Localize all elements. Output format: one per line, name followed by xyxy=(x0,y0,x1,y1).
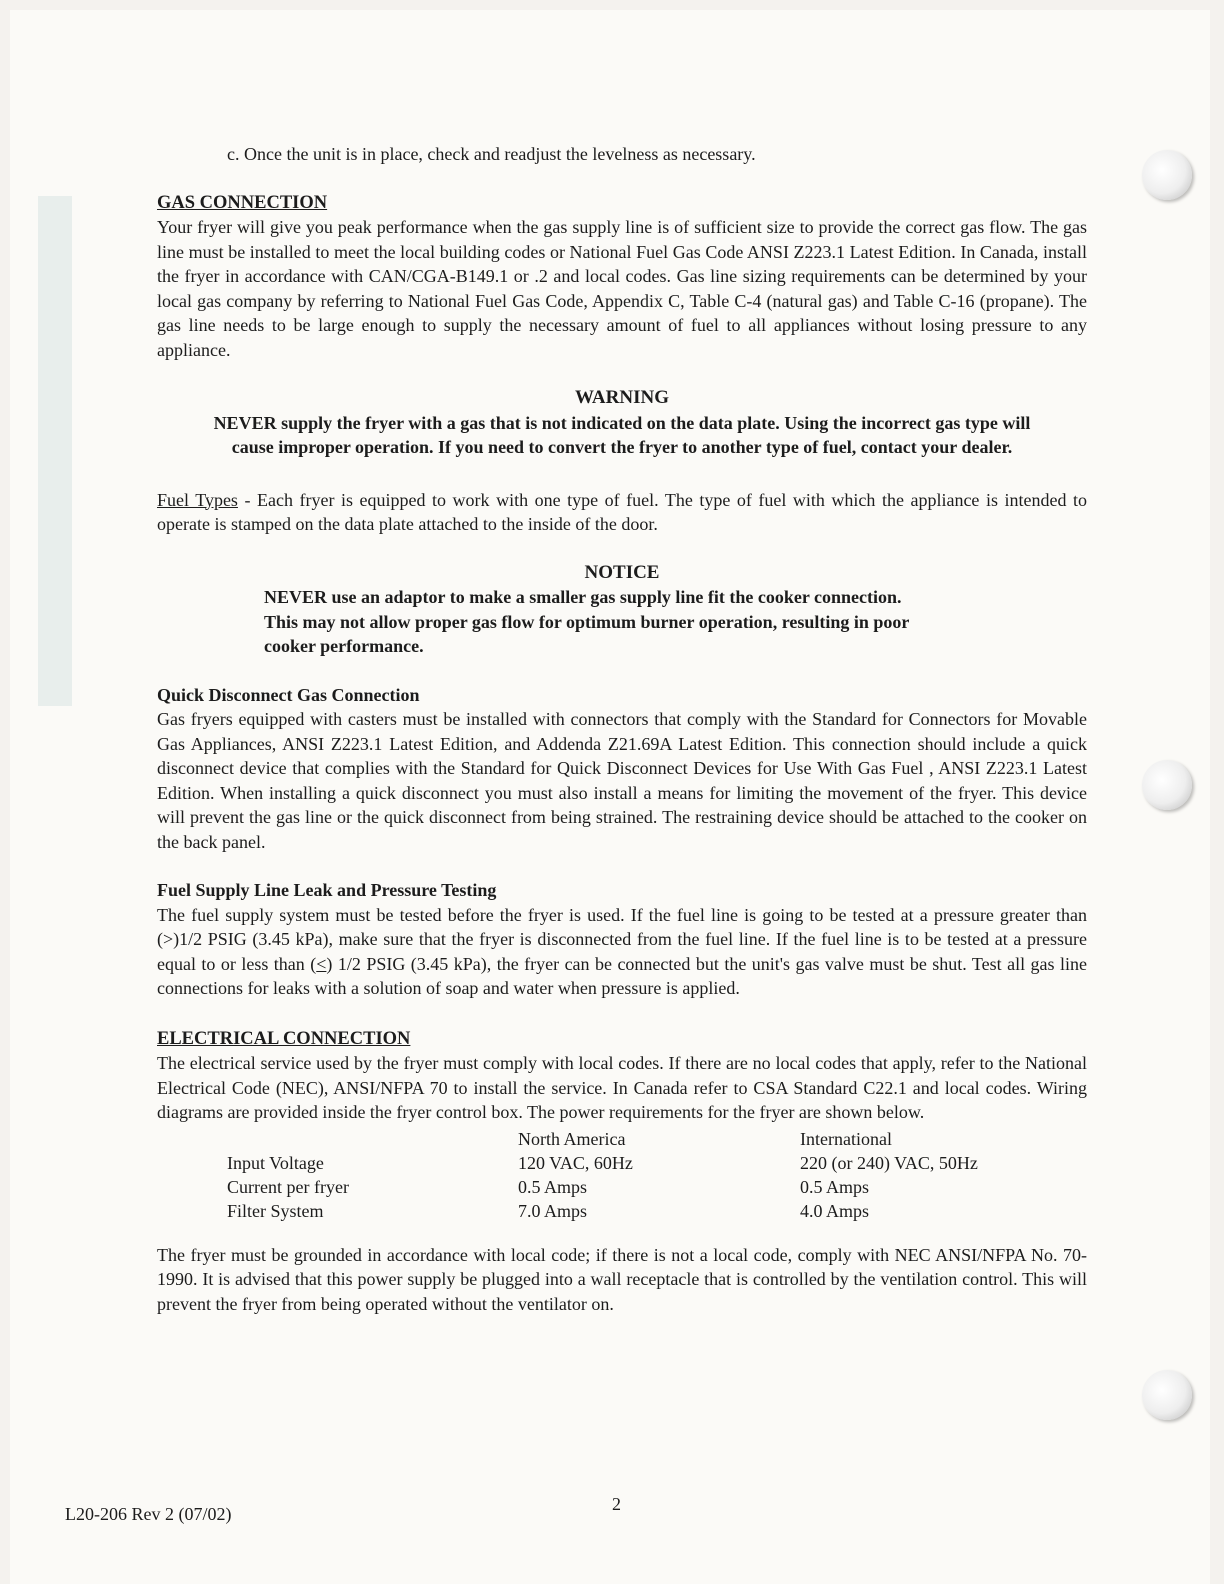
fuel-types-paragraph xyxy=(157,488,1087,537)
row-label: Filter System xyxy=(227,1200,324,1221)
gas-connection-heading: GAS CONNECTION xyxy=(157,192,328,213)
notice-line-2: This may not allow proper gas flow for optimum burner operation, resulting in poor xyxy=(264,611,910,632)
electrical-text: The electrical service used by the fryer must comply with local codes. If there are no local codes that apply, refer to the National Electrical Code (NEC), ANSI/NFPA 70 to install the service. In Canada refer to CSA Standard C22.1 and local codes. Wiring diagrams are provided inside the fryer control box. The power requirements for the fryer are shown below. xyxy=(157,1053,1087,1122)
page-content xyxy=(157,142,1087,1316)
table-cell: 0.5 Amps xyxy=(518,1176,588,1197)
leak-testing-text xyxy=(157,903,1087,1001)
table-cell: 0.5 Amps xyxy=(800,1176,870,1197)
column-header: North America xyxy=(518,1128,626,1149)
international-column xyxy=(800,1127,978,1223)
row-label: Current per fryer xyxy=(227,1176,349,1197)
binder-hole-top xyxy=(1142,150,1192,200)
notice-line-1: NEVER use an adaptor to make a smaller gas supply line fit the cooker connection. xyxy=(264,587,902,607)
step-c-text: c. Once the unit is in place, check and readjust the levelness as necessary. xyxy=(227,144,756,164)
binder-hole-middle xyxy=(1142,760,1192,810)
notice-line-3: cooker performance. xyxy=(264,636,424,656)
warning-title: WARNING xyxy=(575,387,669,408)
notice-title: NOTICE xyxy=(584,561,660,583)
binder-hole-bottom xyxy=(1142,1370,1192,1420)
gas-connection-text: Your fryer will give you peak performance when the gas supply line is of sufficient size to provide the correct gas flow. The gas line must be installed to meet the local building codes or National Fuel Gas Code ANSI Z223.1 Latest Edition. In Canada, install the fryer in accordance with CAN/CGA-B149.1 or .2 and local codes. Gas line sizing requirements can be determined by your local gas company by referring to National Fuel Gas Code, Appendix C, Table C-4 (natural gas) and Table C-16 (propane). The gas line needs to be large enough to supply the necessary amount of fuel to all appliances without losing pressure to any appliance. xyxy=(157,217,1087,360)
row-label: Input Voltage xyxy=(227,1152,324,1173)
quick-disconnect-text: Gas fryers equipped with casters must be installed with connectors that comply with the Standard for Connectors for Movable Gas Appliances, ANSI Z223.1 Latest Edition, and Addenda Z21.69A Latest Edition. This connection should include a quick disconnect device that complies with the Standard for Quick Disconnect Devices for Use With Gas Fuel , ANSI Z223.1 Latest Edition. When installing a quick disconnect you must also install a means for limiting the movement of the fryer. This device will prevent the gas line or the quick disconnect from being strained. The restraining device should be attached to the cooker on the back panel. xyxy=(157,709,1087,852)
page-number: 2 xyxy=(612,1494,621,1514)
leak-testing-part-1: The fuel supply system must be tested before the fryer is used. If the fuel line is going to be tested at a pressure greater than (>)1/2 PSIG (3.45 kPa), make sure that the fryer is disconnected from the fuel line. If the fuel line is to be tested at a pressure equal to or less than ( xyxy=(157,904,1087,974)
document-number: L20-206 Rev 2 (07/02) xyxy=(65,1504,232,1524)
electrical-heading: ELECTRICAL CONNECTION xyxy=(157,1028,411,1049)
page-edge-tab xyxy=(38,196,72,706)
quick-disconnect-heading: Quick Disconnect Gas Connection xyxy=(157,684,420,705)
leak-testing-part-2: ) 1/2 PSIG (3.45 kPa), the fryer can be connected but the unit's gas valve must be shut. Test all gas line connections for leaks with a solution of soap and water when pressure is applied. xyxy=(157,953,1087,998)
fuel-types-text: - Each fryer is equipped to work with one type of fuel. The type of fuel with which the appliance is intended to operate is stamped on the data plate attached to the inside of the door. xyxy=(157,489,1087,534)
table-cell: 220 (or 240) VAC, 50Hz xyxy=(800,1152,978,1173)
table-cell: 120 VAC, 60Hz xyxy=(518,1152,633,1173)
grounding-text: The fryer must be grounded in accordance with local code; if there is not a local code, comply with NEC ANSI/NFPA No. 70-1990. It is advised that this power supply be plugged into a wall receptacle that is controlled by the ventilation control. This will prevent the fryer from being operated without the ventilator on. xyxy=(157,1244,1087,1314)
power-requirements-table xyxy=(157,1127,1087,1225)
power-row-labels xyxy=(227,1151,349,1223)
table-cell: 7.0 Amps xyxy=(518,1200,588,1221)
table-cell: 4.0 Amps xyxy=(800,1200,870,1221)
fuel-types-label: Fuel Types xyxy=(157,489,238,510)
column-header: International xyxy=(800,1128,892,1149)
north-america-column xyxy=(518,1127,633,1223)
warning-line-2: cause improper operation. If you need to convert the fryer to another type of fuel, contact your dealer. xyxy=(231,437,1013,457)
warning-line-1: NEVER supply the fryer with a gas that is not indicated on the data plate. Using the incorrect gas type will xyxy=(213,412,1031,433)
leak-testing-heading: Fuel Supply Line Leak and Pressure Testing xyxy=(157,880,497,900)
less-equal-symbol: < xyxy=(316,953,327,974)
